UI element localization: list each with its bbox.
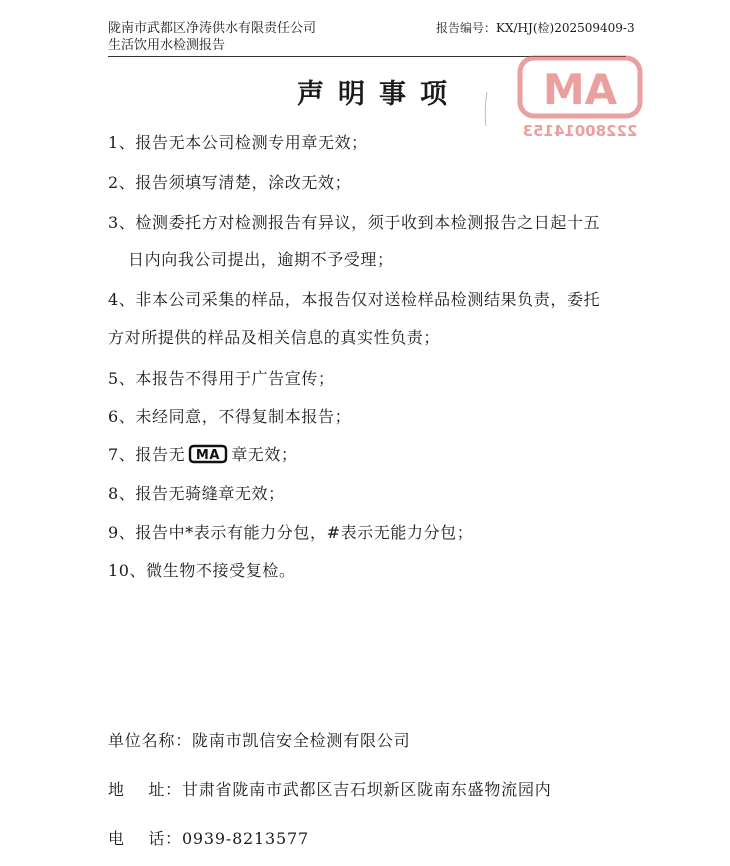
statement-3-line-2: 日内向我公司提出，逾期不予受理； [128,250,394,269]
statement-6: 6、未经同意，不得复制本报告； [108,407,352,426]
page-title: 声明事项 [297,79,461,110]
unit-value: 陇南市凯信安全检测有限公司 [192,731,411,750]
header-left [108,20,316,54]
cma-stamp-icon [506,52,646,144]
statement-10: 10、微生物不接受复检。 [108,561,296,580]
statement-2: 2、报告须填写清楚，涂改无效； [108,173,352,192]
statement-5: 5、本报告不得用于广告宣传； [108,369,335,388]
phone-value: 0939-8213577 [181,829,309,848]
statement-1: 1、报告无本公司检测专用章无效； [108,133,368,152]
stamp-number: 22280014153 [522,122,638,140]
statement-3-line-1: 3、检测委托方对检测报告有异议，须于收到本检测报告之日起十五 [108,213,601,232]
statement-7-prefix: 7、报告无 [108,445,186,464]
cma-mark-icon [188,444,228,464]
info-address [108,777,552,800]
header-report-type: 生活饮用水检测报告 [108,38,226,53]
stamp-text: MA [542,65,618,114]
statement-8: 8、报告无骑缝章无效； [108,484,285,503]
info-phone [108,826,309,849]
header-report-number: 报告编号：KX/HJ(检)202509409-3 [436,21,635,35]
cma-mark-text: MA [196,447,221,463]
statement-4-line-1: 4、非本公司采集的样品，本报告仅对送检样品检测结果负责，委托 [108,290,601,309]
margin-mark [483,90,489,128]
address-label: 地 址： [108,780,182,799]
statement-7-suffix: 章无效； [231,445,298,464]
statement-7 [108,442,298,466]
info-unit [108,728,410,751]
phone-label: 电 话： [108,829,182,848]
unit-label: 单位名称： [108,731,193,750]
statement-9: 9、报告中*表示有能力分包，#表示无能力分包； [108,523,474,542]
address-value: 甘肃省陇南市武都区吉石坝新区陇南东盛物流园内 [181,780,552,799]
statement-4-line-2: 方对所提供的样品及相关信息的真实性负责； [108,328,441,347]
header-company: 陇南市武都区净涛供水有限责任公司 [108,21,317,36]
